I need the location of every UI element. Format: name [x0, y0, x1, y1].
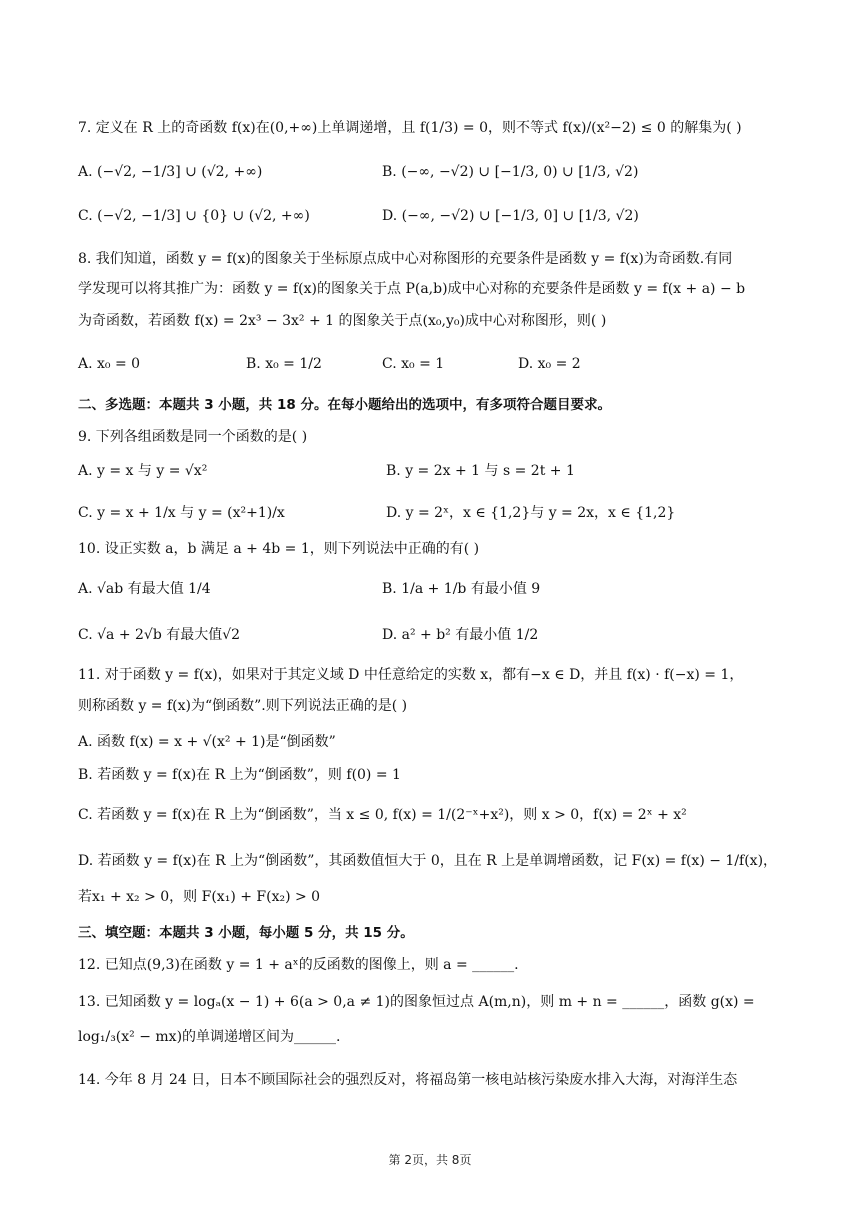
q7-option-b: B. (−∞, −√2) ∪ [−1/3, 0) ∪ [1/3, √2): [382, 164, 639, 180]
question-13-stem-line1: 13. 已知函数 y = logₐ(x − 1) + 6(a > 0,a ≠ 1)的图象恒过点 A(m,n)，则 m + n = ______，函数 g(x) =: [78, 994, 755, 1010]
q10-option-d: D. a² + b² 有最小值 1/2: [382, 627, 539, 643]
question-11-stem-line1: 11. 对于函数 y = f(x)，如果对于其定义域 D 中任意给定的实数 x，都有−x ∈ D，并且 f(x) · f(−x) = 1，: [78, 667, 744, 683]
question-8-stem-line3: 为奇函数，若函数 f(x) = 2x³ − 3x² + 1 的图象关于点(x₀,y₀)成中心对称图形，则( ): [78, 313, 607, 329]
q8-option-d: D. x₀ = 2: [518, 356, 581, 372]
q11-option-d-line2: 若x₁ + x₂ > 0，则 F(x₁) + F(x₂) > 0: [78, 889, 321, 905]
q11-option-d-line1: D. 若函数 y = f(x)在 R 上为“倒函数”，其函数值恒大于 0，且在 R 上是单调增函数，记 F(x) = f(x) − 1/f(x)，: [78, 853, 778, 869]
q11-option-a: A. 函数 f(x) = x + √(x² + 1)是“倒函数”: [78, 734, 336, 750]
question-8-stem-line1: 8. 我们知道，函数 y = f(x)的图象关于坐标原点成中心对称图形的充要条件是函数 y = f(x)为奇函数.有同: [78, 251, 733, 267]
q9-option-b: B. y = 2x + 1 与 s = 2t + 1: [386, 463, 575, 479]
q10-option-a: A. √ab 有最大值 1/4: [78, 581, 211, 597]
page-footer: 第 2页，共 8页: [388, 1153, 472, 1167]
q11-option-b: B. 若函数 y = f(x)在 R 上为“倒函数”，则 f(0) = 1: [78, 767, 401, 783]
question-10-stem: 10. 设正实数 a，b 满足 a + 4b = 1，则下列说法中正确的有( ): [78, 541, 480, 557]
q7-option-c: C. (−√2, −1/3] ∪ {0} ∪ (√2, +∞): [78, 208, 310, 224]
q8-option-c: C. x₀ = 1: [382, 356, 445, 372]
q9-option-a: A. y = x 与 y = √x²: [78, 463, 208, 479]
q11-option-c: C. 若函数 y = f(x)在 R 上为“倒函数”，当 x ≤ 0, f(x) = 1/(2⁻ˣ+x²)，则 x > 0，f(x) = 2ˣ + x²: [78, 807, 687, 823]
q8-option-a: A. x₀ = 0: [78, 356, 141, 372]
q9-option-c: C. y = x + 1/x 与 y = (x²+1)/x: [78, 505, 285, 521]
q10-option-c: C. √a + 2√b 有最大值√2: [78, 627, 241, 643]
section-2-heading: 二、多选题：本题共 3 小题，共 18 分。在每小题给出的选项中，有多项符合题目要求。: [78, 397, 611, 413]
question-8-stem-line2: 学发现可以将其推广为：函数 y = f(x)的图象关于点 P(a,b)成中心对称的充要条件是函数 y = f(x + a) − b: [78, 281, 746, 297]
question-13-stem-line2: log₁/₃(x² − mx)的单调递增区间为______.: [78, 1029, 341, 1045]
question-12-stem: 12. 已知点(9,3)在函数 y = 1 + aˣ的反函数的图像上，则 a = ______.: [78, 957, 519, 973]
question-7-stem: 7. 定义在 R 上的奇函数 f(x)在(0,+∞)上单调递增，且 f(1/3) = 0，则不等式 f(x)/(x²−2) ≤ 0 的解集为( ): [78, 120, 742, 136]
section-3-heading: 三、填空题：本题共 3 小题，每小题 5 分，共 15 分。: [78, 925, 414, 941]
q10-option-b: B. 1/a + 1/b 有最小值 9: [382, 581, 541, 597]
question-11-stem-line2: 则称函数 y = f(x)为“倒函数”.则下列说法正确的是( ): [78, 698, 408, 714]
question-9-stem: 9. 下列各组函数是同一个函数的是( ): [78, 429, 308, 445]
q8-option-b: B. x₀ = 1/2: [246, 356, 322, 372]
q7-option-d: D. (−∞, −√2) ∪ [−1/3, 0] ∪ [1/3, √2): [382, 208, 639, 224]
q7-option-a: A. (−√2, −1/3] ∪ (√2, +∞): [78, 164, 263, 180]
question-14-stem: 14. 今年 8 月 24 日，日本不顾国际社会的强烈反对，将福岛第一核电站核污染废水排入大海，对海洋生态: [78, 1072, 738, 1088]
q9-option-d: D. y = 2ˣ，x ∈ {1,2}与 y = 2x，x ∈ {1,2}: [386, 505, 676, 521]
